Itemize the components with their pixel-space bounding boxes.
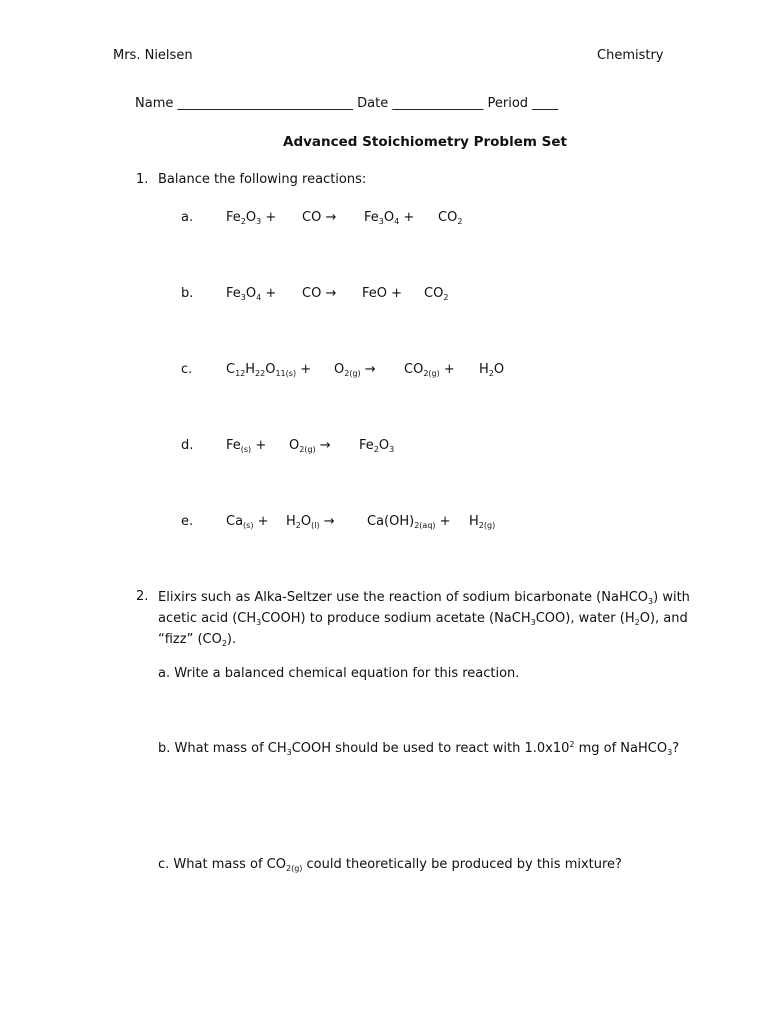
page-title: Advanced Stoichiometry Problem Set (283, 134, 567, 150)
formula-term: $O_{2(g)}$ → (289, 438, 331, 454)
arrow-icon: → (315, 438, 331, 453)
formula-term: $Fe_{(s)}$ + (226, 438, 267, 454)
reaction-letter: a. (181, 210, 194, 225)
q2-intro-line: “fizz” $(CO_2)$. (158, 632, 237, 648)
formula-term: $CO_2$ (438, 210, 463, 226)
q2-intro-line: Elixirs such as Alka-Seltzer use the reaction of sodium bicarbonate (NaHCO$_3$) with (158, 590, 690, 606)
reaction-letter: e. (181, 514, 194, 529)
date-label: Date (357, 96, 389, 111)
formula-term: $Ca(OH)_{2(aq)}$ + (367, 514, 451, 530)
plus-sign: + (399, 210, 415, 225)
q2-part: a. Write a balanced chemical equation for this reaction. (158, 666, 520, 681)
formula-term: CO → (302, 210, 337, 225)
formula-term: $H_2O_{(l)}$ → (286, 514, 335, 530)
arrow-icon: → (321, 286, 337, 301)
plus-sign: + (261, 286, 277, 301)
plus-sign: + (387, 286, 403, 301)
date-blank[interactable]: ______________ (392, 96, 484, 111)
plus-sign: + (296, 362, 312, 377)
plus-sign: + (439, 362, 455, 377)
q2-intro-line: acetic acid $(CH_3COOH)$ to produce sodium acetate (NaCH$_3$COO), water $(H_2O)$, and (158, 611, 688, 627)
q2-part: b. What mass of $CH_3COOH$ should be used to react with $1.0x10^2$ mg of NaHCO$_3$? (158, 740, 680, 757)
formula-term: $Fe_3O_4$ + (226, 286, 277, 302)
name-label: Name (135, 96, 174, 111)
reaction-letter: c. (181, 362, 193, 377)
period-label: Period (487, 96, 529, 111)
plus-sign: + (435, 514, 451, 529)
formula-term: $Ca_{(s)}$ + (226, 514, 269, 530)
plus-sign: + (251, 438, 267, 453)
formula-term: FeO + (362, 286, 403, 301)
reaction-letter: b. (181, 286, 194, 301)
plus-sign: + (261, 210, 277, 225)
formula-term: CO → (302, 286, 337, 301)
formula-term: $H_{2(g)}$ (469, 514, 496, 530)
formula-term: $CO_{2(g)}$ + (404, 362, 455, 378)
arrow-icon: → (319, 514, 335, 529)
teacher-name: Mrs. Nielsen (113, 48, 193, 63)
q1-prompt: Balance the following reactions: (158, 172, 367, 187)
formula-term: $CO_2$ (424, 286, 449, 302)
period-blank[interactable]: ____ (532, 96, 559, 111)
formula-term: $Fe_2O_3$ + (226, 210, 277, 226)
formula-term: $Fe_2O_3$ (359, 438, 395, 454)
reaction-letter: d. (181, 438, 194, 453)
arrow-icon: → (360, 362, 376, 377)
name-blank[interactable]: ___________________________ (177, 96, 353, 111)
formula-term: $C_{12}H_{22}O_{11(s)}$ + (226, 362, 312, 378)
q2-intro (158, 587, 690, 650)
q2-part: c. What mass of $CO_{2(g)}$ could theoretically be produced by this mixture? (158, 857, 622, 873)
plus-sign: + (253, 514, 269, 529)
formula-term: $Fe_3O_4$ + (364, 210, 415, 226)
formula-term: $O_{2(g)}$ → (334, 362, 376, 378)
formula-term: $H_2O$ (479, 362, 505, 378)
subject-name: Chemistry (597, 48, 664, 63)
name-line (135, 96, 558, 111)
q2-number: 2. (136, 589, 149, 604)
q1-number: 1. (136, 172, 149, 187)
arrow-icon: → (321, 210, 337, 225)
